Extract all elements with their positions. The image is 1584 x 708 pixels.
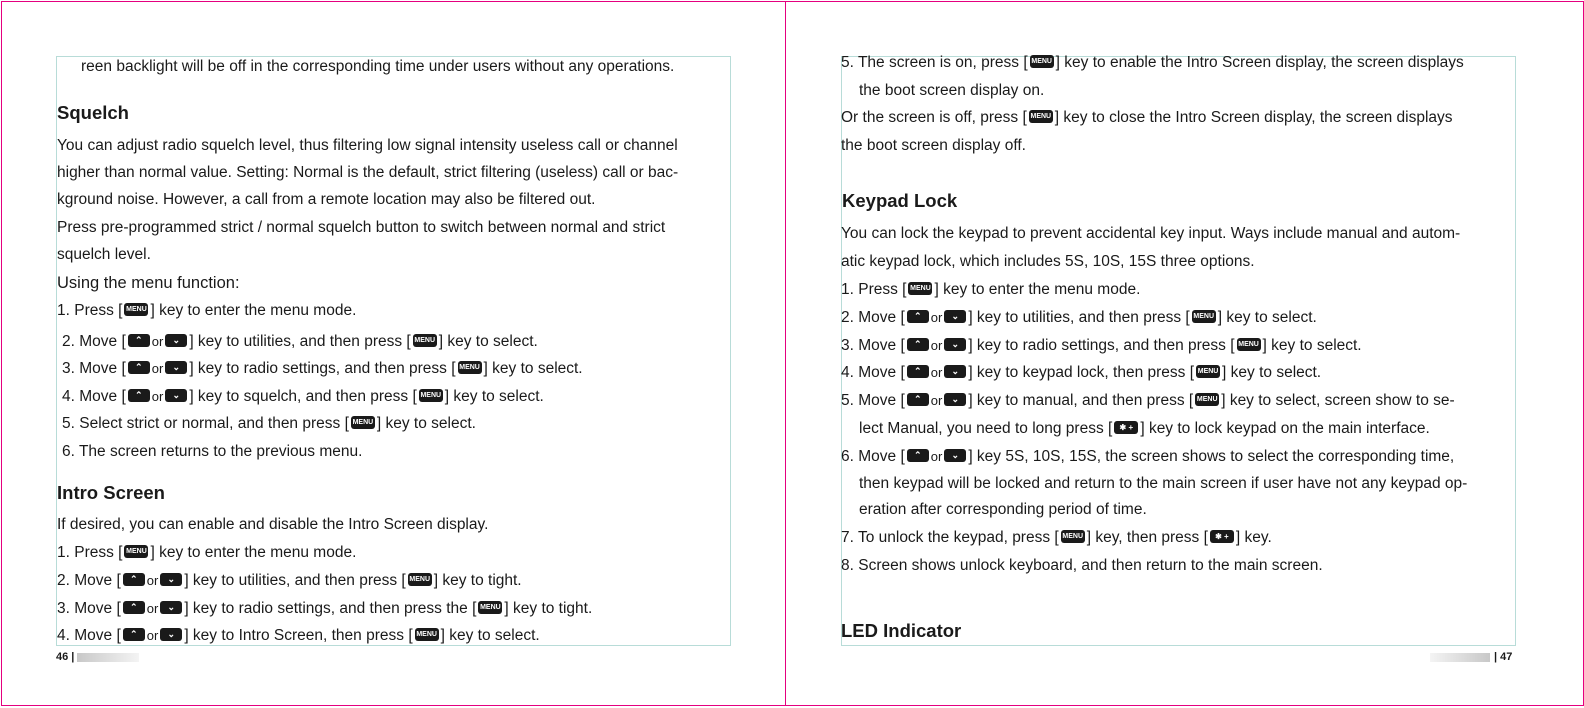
body-line: the boot screen display on.	[859, 82, 1045, 99]
menu-key-icon: MENU	[908, 282, 932, 295]
step-line: 5. Select strict or normal, and then press [ MENU ] key to select.	[62, 415, 476, 432]
step-line: 2. Move [ ⌃ or ⌄ ] key to utilities, and then press [ MENU ] key to tight.	[57, 572, 522, 589]
body-line: squelch level.	[57, 246, 151, 263]
step-line: then keypad will be locked and return to the main screen if user have not any keypad op-	[859, 475, 1468, 492]
up-key-icon: ⌃	[907, 449, 929, 462]
menu-key-icon: MENU	[1195, 393, 1219, 406]
step-line: 4. Move [ ⌃ or ⌄ ] key to squelch, and then press [ MENU ] key to select.	[62, 388, 544, 405]
step-line: 2. Move [ ⌃ or ⌄ ] key to utilities, and then press [ MENU ] key to select.	[62, 333, 538, 350]
body-line: higher than normal value. Setting: Normal is the default, strict filtering (useless) call or bac-	[57, 164, 679, 181]
menu-key-icon: MENU	[124, 303, 148, 316]
down-key-icon: ⌄	[160, 573, 182, 586]
up-key-icon: ⌃	[128, 361, 150, 374]
page-footer-bar	[1430, 653, 1490, 662]
up-key-icon: ⌃	[123, 628, 145, 641]
body-line: You can lock the keypad to prevent accidental key input. Ways include manual and autom-	[841, 225, 1461, 242]
page-number-right: | 47	[1494, 651, 1513, 663]
down-key-icon: ⌄	[944, 310, 966, 323]
step-line: 3. Move [ ⌃ or ⌄ ] key to radio settings, and then press the [ MENU ] key to tight.	[57, 600, 593, 617]
step-line: 3. Move [ ⌃ or ⌄ ] key to radio settings, and then press [ MENU ] key to select.	[62, 360, 583, 377]
section-heading-led-indicator: LED Indicator	[841, 620, 962, 641]
menu-key-icon: MENU	[1030, 55, 1054, 68]
body-line: Press pre-programmed strict / normal squelch button to switch between normal and strict	[57, 219, 666, 236]
up-key-icon: ⌃	[907, 310, 929, 323]
up-key-icon: ⌃	[907, 393, 929, 406]
step-line: 4. Move [ ⌃ or ⌄ ] key to Intro Screen, then press [ MENU ] key to select.	[57, 627, 540, 644]
menu-key-icon: MENU	[124, 545, 148, 558]
menu-key-icon: MENU	[458, 361, 482, 374]
step-line: 4. Move [ ⌃ or ⌄ ] key to keypad lock, then press [ MENU ] key to select.	[841, 364, 1322, 381]
menu-key-icon: MENU	[419, 389, 443, 402]
up-key-icon: ⌃	[123, 601, 145, 614]
menu-key-icon: MENU	[408, 573, 432, 586]
menu-key-icon: MENU	[1192, 310, 1216, 323]
step-line: 3. Move [ ⌃ or ⌄ ] key to radio settings, and then press [ MENU ] key to select.	[841, 337, 1362, 354]
body-line: reen backlight will be off in the corresponding time under users without any operations.	[81, 58, 675, 75]
up-key-icon: ⌃	[907, 365, 929, 378]
down-key-icon: ⌄	[944, 449, 966, 462]
step-line: 8. Screen shows unlock keyboard, and then return to the main screen.	[841, 557, 1323, 574]
body-line: kground noise. However, a call from a remote location may also be filtered out.	[57, 191, 596, 208]
down-key-icon: ⌄	[944, 365, 966, 378]
body-line: the boot screen display off.	[841, 137, 1026, 154]
down-key-icon: ⌄	[165, 389, 187, 402]
down-key-icon: ⌄	[944, 338, 966, 351]
step-line: eration after corresponding period of time.	[859, 501, 1147, 518]
step-line: 6. The screen returns to the previous menu.	[62, 443, 363, 460]
down-key-icon: ⌄	[165, 334, 187, 347]
up-key-icon: ⌃	[128, 334, 150, 347]
step-line: 6. Move [ ⌃ or ⌄ ] key 5S, 10S, 15S, the screen shows to select the corresponding time,	[841, 448, 1455, 465]
star-key-icon: ✱ +	[1210, 530, 1234, 543]
menu-key-icon: MENU	[1237, 338, 1261, 351]
section-heading-keypad-lock: Keypad Lock	[842, 190, 958, 211]
menu-key-icon: MENU	[413, 334, 437, 347]
section-heading-squelch: Squelch	[57, 102, 129, 123]
menu-key-icon: MENU	[1061, 530, 1085, 543]
star-key-icon: ✱ +	[1114, 421, 1138, 434]
down-key-icon: ⌄	[944, 393, 966, 406]
down-key-icon: ⌄	[160, 628, 182, 641]
step-line: Or the screen is off, press [ MENU ] key to close the Intro Screen display, the screen displays	[841, 109, 1453, 126]
down-key-icon: ⌄	[165, 361, 187, 374]
step-line: 1. Press [ MENU ] key to enter the menu mode.	[841, 281, 1141, 298]
step-line: 1. Press [ MENU ] key to enter the menu mode.	[57, 544, 357, 561]
body-line: atic keypad lock, which includes 5S, 10S, 15S three options.	[841, 253, 1255, 270]
body-line: You can adjust radio squelch level, thus filtering low signal intensity useless call or channel	[57, 137, 678, 154]
up-key-icon: ⌃	[907, 338, 929, 351]
menu-key-icon: MENU	[415, 628, 439, 641]
up-key-icon: ⌃	[128, 389, 150, 402]
page-footer-bar	[77, 653, 139, 662]
down-key-icon: ⌄	[160, 601, 182, 614]
body-line: Using the menu function:	[57, 274, 240, 292]
step-line: 1. Press [ MENU ] key to enter the menu mode.	[57, 302, 357, 319]
menu-key-icon: MENU	[351, 416, 375, 429]
body-line: If desired, you can enable and disable the Intro Screen display.	[57, 516, 489, 533]
section-heading-intro-screen: Intro Screen	[57, 482, 165, 503]
menu-key-icon: MENU	[478, 601, 502, 614]
menu-key-icon: MENU	[1196, 365, 1220, 378]
step-line: 5. Move [ ⌃ or ⌄ ] key to manual, and then press [ MENU ] key to select, screen show to se-	[841, 392, 1455, 409]
step-line: 5. The screen is on, press [ MENU ] key to enable the Intro Screen display, the screen displays	[841, 54, 1464, 71]
menu-key-icon: MENU	[1029, 110, 1053, 123]
step-line: 2. Move [ ⌃ or ⌄ ] key to utilities, and then press [ MENU ] key to select.	[841, 309, 1317, 326]
step-line: 7. To unlock the keypad, press [ MENU ] key, then press [ ✱ + ] key.	[841, 529, 1272, 546]
up-key-icon: ⌃	[123, 573, 145, 586]
step-line: lect Manual, you need to long press [ ✱ + ] key to lock keypad on the main interface.	[859, 420, 1430, 437]
page-number-left: 46 |	[56, 651, 75, 663]
